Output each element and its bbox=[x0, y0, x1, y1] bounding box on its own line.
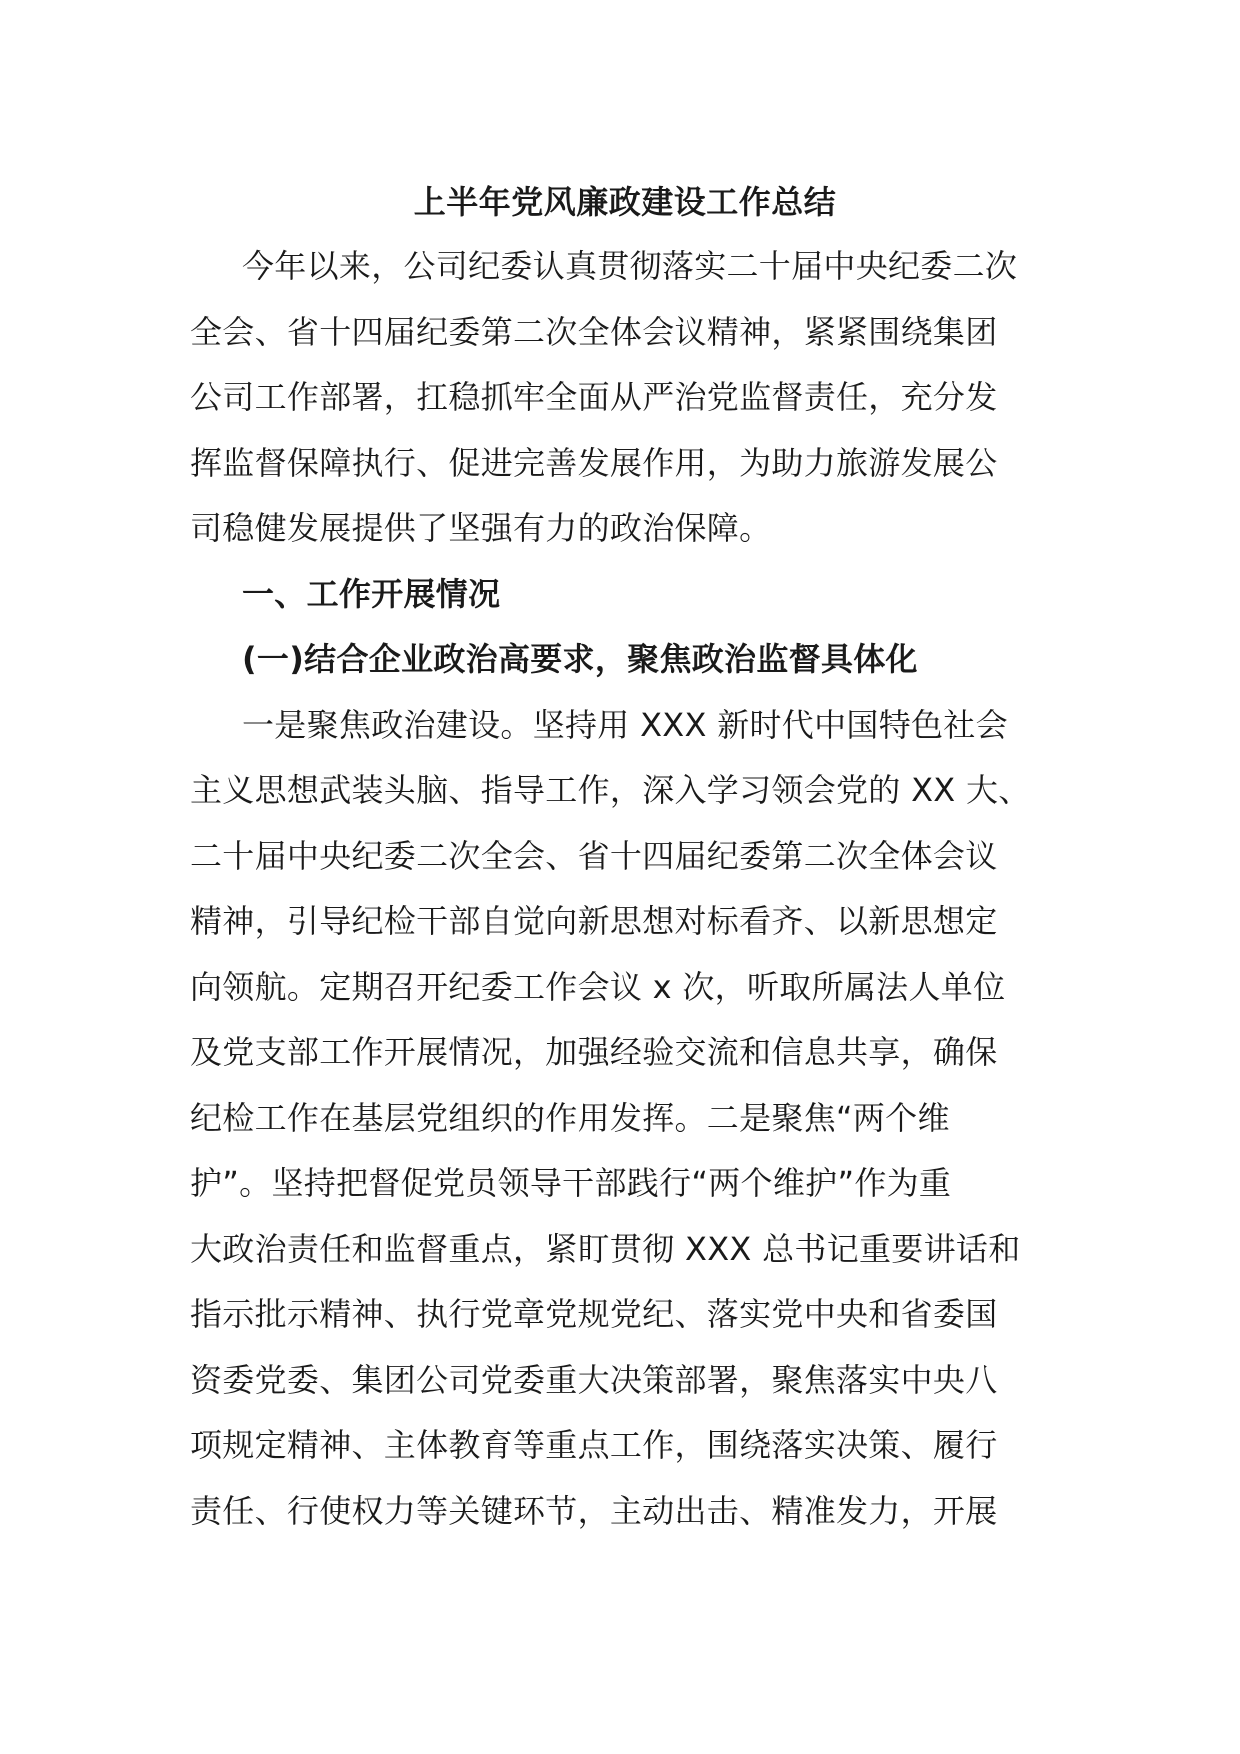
paragraph-line: 挥监督保障执行、促进完善发展作用，为助力旅游发展公 bbox=[190, 443, 998, 482]
paragraph-line: 向领航。定期召开纪委工作会议 x 次，听取所属法人单位 bbox=[190, 967, 1006, 1006]
paragraph-line: 指示批示精神、执行党章党规党纪、落实党中央和省委国 bbox=[190, 1295, 998, 1333]
section-heading: 一、工作开展情况 bbox=[242, 574, 501, 613]
paragraph-line: 责任、行使权力等关键环节，主动出击、精准发力，开展 bbox=[190, 1491, 998, 1530]
paragraph-line: 公司工作部署，扛稳抓牢全面从严治党监督责任，充分发 bbox=[190, 378, 998, 416]
document-title: 上半年党风廉政建设工作总结 bbox=[413, 183, 837, 221]
body-paragraph bbox=[190, 693, 1050, 1545]
document-page bbox=[190, 170, 1050, 1544]
paragraph-line: 今年以来，公司纪委认真贯彻落实二十届中央纪委二次 bbox=[242, 247, 1018, 285]
paragraph-line: 资委党委、集团公司党委重大决策部署，聚焦落实中央八 bbox=[190, 1360, 998, 1399]
paragraph-line: 主义思想武装头脑、指导工作，深入学习领会党的 XX 大、 bbox=[190, 771, 1031, 809]
paragraph-line: 司稳健发展提供了坚强有力的政治保障。 bbox=[190, 509, 772, 547]
paragraph-line: 及党支部工作开展情况，加强经验交流和信息共享，确保 bbox=[190, 1033, 998, 1071]
paragraph-line: 护”。坚持把督促党员领导干部践行“两个维护”作为重 bbox=[190, 1164, 952, 1202]
paragraph-line: 大政治责任和监督重点，紧盯贯彻 XXX 总书记重要讲话和 bbox=[190, 1229, 1021, 1268]
paragraph-line: 精神，引导纪检干部自觉向新思想对标看齐、以新思想定 bbox=[190, 902, 998, 940]
paragraph-line: 纪检工作在基层党组织的作用发挥。二是聚焦“两个维 bbox=[190, 1098, 950, 1137]
paragraph-line: 一是聚焦政治建设。坚持用 XXX 新时代中国特色社会 bbox=[242, 705, 1008, 744]
subsection-heading: (一)结合企业政治高要求，聚焦政治监督具体化 bbox=[242, 640, 918, 678]
paragraph-line: 项规定精神、主体教育等重点工作，围绕落实决策、履行 bbox=[190, 1426, 998, 1464]
paragraph-line: 全会、省十四届纪委第二次全体会议精神，紧紧围绕集团 bbox=[190, 312, 998, 351]
intro-paragraph bbox=[190, 234, 1050, 562]
paragraph-line: 二十届中央纪委二次全会、省十四届纪委第二次全体会议 bbox=[190, 836, 998, 875]
